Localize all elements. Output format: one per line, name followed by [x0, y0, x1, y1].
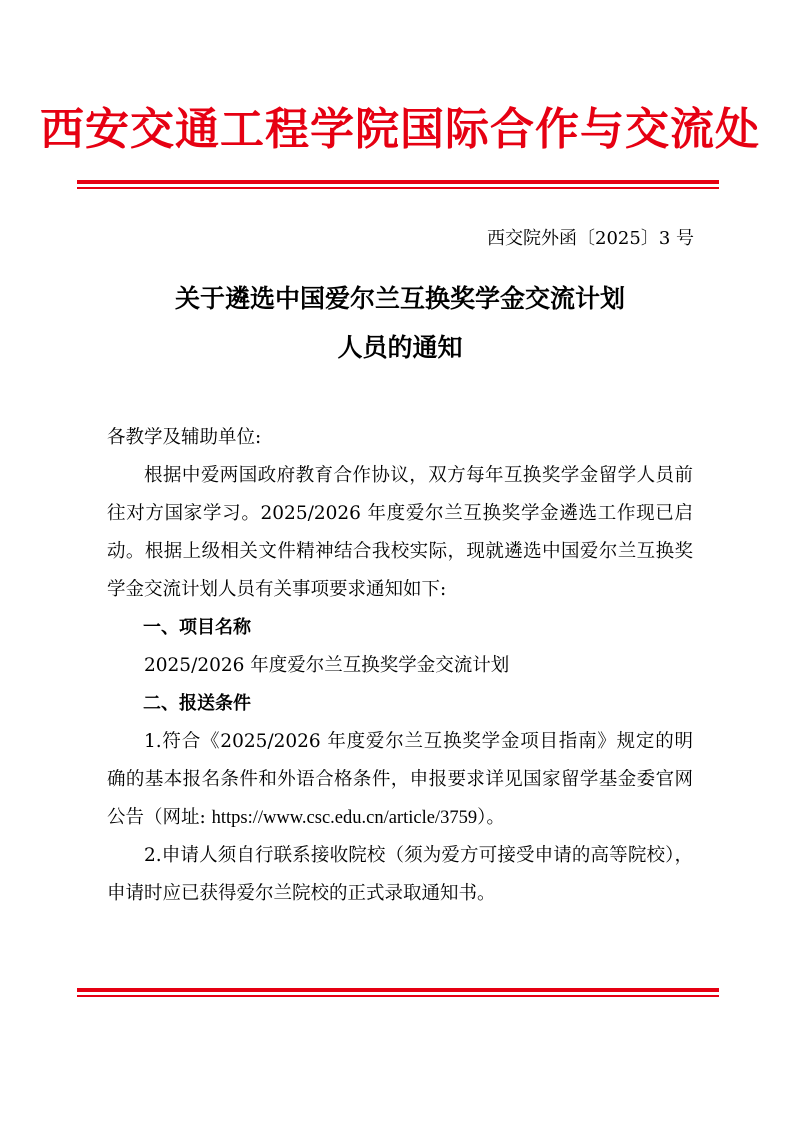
document-body [107, 419, 693, 913]
csc-url-link[interactable]: https://www.csc.edu.cn/article/3759 [211, 808, 478, 828]
document-title-line2: 人员的通知 [337, 333, 463, 362]
document-title-line1: 关于遴选中国爱尔兰互换奖学金交流计划 [174, 284, 625, 313]
condition-item-1 [107, 723, 693, 837]
intro-paragraph: 根据中爱两国政府教育合作协议，双方每年互换奖学金留学人员前往对方国家学习。2025/2026 年度爱尔兰互换奖学金遴选工作现已启动。根据上级相关文件精神结合我校实际，现就遴选中国爱尔兰互换奖学金交流计划人员有关事项要求通知如下: [107, 465, 693, 600]
organization-header: 西安交通工程学院国际合作与交流处 [40, 104, 760, 155]
header-divider [77, 180, 719, 189]
condition-item-1-tail: ）。 [477, 807, 505, 828]
document-number: 西交院外函〔2025〕3 号 [487, 228, 694, 249]
salutation: 各教学及辅助单位: [107, 427, 262, 448]
section-heading-conditions: 二、报送条件 [143, 693, 251, 714]
condition-item-2: 2.申请人须自行联系接收院校（须为爱方可接受申请的高等院校），申请时应已获得爱尔兰院校的正式录取通知书。 [107, 845, 693, 904]
footer-divider [77, 988, 719, 997]
condition-item-1-text: 1.符合《2025/2026 年度爱尔兰互换奖学金项目指南》规定的明确的基本报名条件和外语合格条件，申报要求详见国家留学基金委官网公告（网址: [107, 731, 693, 828]
project-name-text: 2025/2026 年度爱尔兰互换奖学金交流计划 [144, 655, 510, 676]
section-heading-project-name: 一、项目名称 [143, 617, 251, 638]
